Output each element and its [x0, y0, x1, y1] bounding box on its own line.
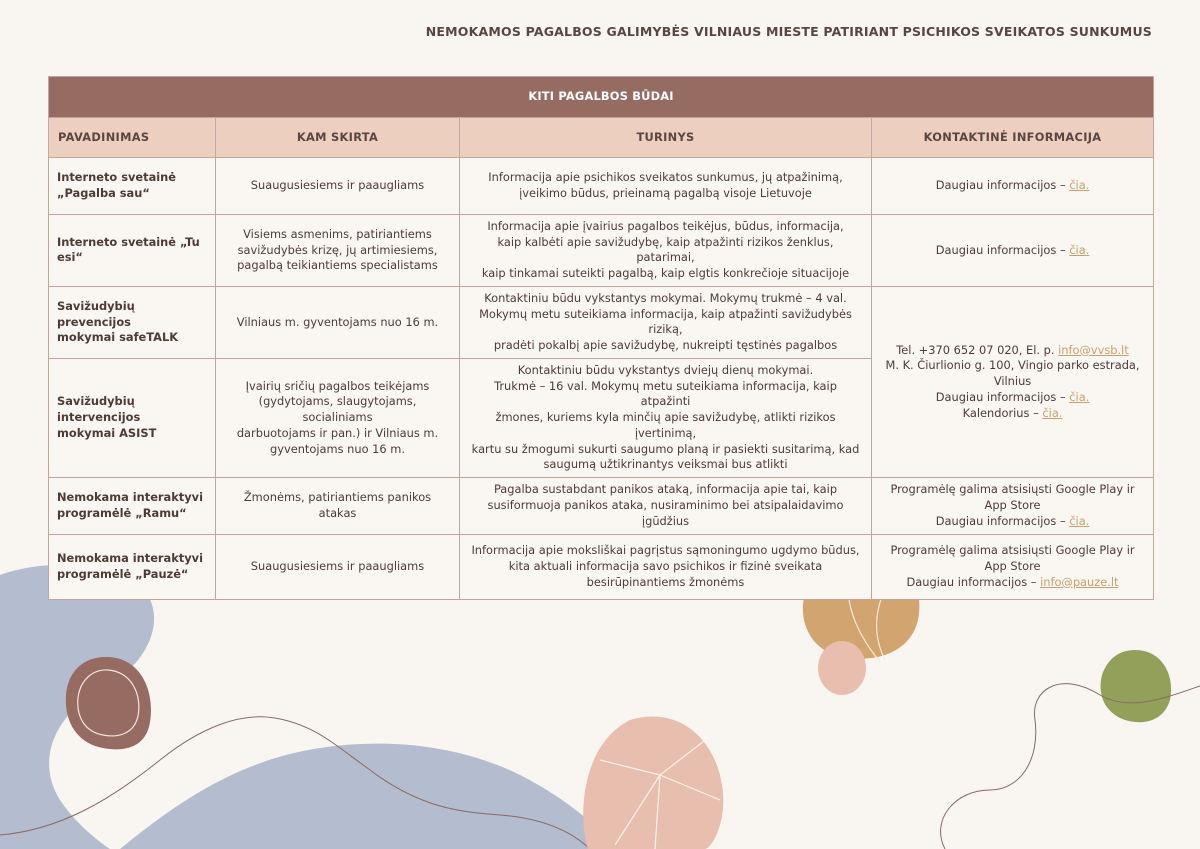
row-name — [49, 358, 216, 477]
row-name-line: mokymai ASIST — [57, 425, 157, 440]
contact-prefix: Daugiau informacijos – — [935, 242, 1070, 257]
row-audience-line: gyventojams nuo 16 m. — [269, 441, 406, 456]
row-audience — [216, 478, 460, 535]
help-table — [48, 76, 1154, 600]
shared-contact-more — [880, 390, 1145, 406]
contact-link[interactable]: čia. — [1069, 178, 1090, 193]
shared-contact — [872, 286, 1154, 477]
row-name — [49, 215, 216, 287]
row-name-line: Interneto svetainė — [57, 170, 177, 185]
contact-link[interactable]: čia. — [1069, 513, 1090, 528]
table-row — [49, 478, 1154, 535]
contact-more — [880, 514, 1145, 530]
row-content-line: Mokymų metu suteikiama informacija, kaip atpažinti savižudybės riziką, — [479, 306, 852, 337]
row-content — [460, 215, 872, 287]
row-content-line: besirūpinantiems žmonėms — [586, 574, 745, 589]
table-row — [49, 215, 1154, 287]
contact-prefix: Daugiau informacijos – — [935, 389, 1070, 404]
row-name-line: programėlė „Pauzė“ — [57, 567, 189, 582]
column-header-audience: KAM SKIRTA — [216, 118, 460, 158]
row-content-line: Informacija apie įvairius pagalbos teikėjus, būdus, informacija, — [487, 219, 844, 233]
row-audience-line: Visiems asmenims, patiriantiems — [243, 226, 432, 241]
pink-shell — [583, 716, 723, 849]
row-audience — [216, 286, 460, 358]
row-name-line: Interneto svetainė „Tu esi“ — [57, 234, 200, 265]
column-header-content: TURINYS — [460, 118, 872, 158]
row-audience-line: savižudybės krizę, jų artimiesiems, — [237, 242, 438, 257]
row-content-line: kartu su žmogumi sukurti saugumo planą ir pasiekti susitarimą, kad — [471, 441, 860, 456]
row-content — [460, 478, 872, 535]
contact-prefix: Daugiau informacijos – — [906, 574, 1041, 589]
row-content-line: Trukmė – 16 val. Mokymų metu suteikiama informacija, kaip atpažinti — [494, 378, 837, 409]
row-content — [460, 158, 872, 215]
page-title: NEMOKAMOS PAGALBOS GALIMYBĖS VILNIAUS MIESTE PATIRIANT PSICHIKOS SVEIKATOS SUNKUMUS — [425, 24, 1152, 39]
table-row — [49, 535, 1154, 600]
calendar-link[interactable]: čia. — [1042, 405, 1063, 420]
row-audience-line: Suaugusiesiems ir paaugliams — [250, 178, 425, 193]
row-content-line: Informacija apie moksliškai pagrįstus sąmoningumo ugdymo būdus, — [471, 543, 860, 558]
contact-app-stores: Programėlę galima atsisiųsti Google Play ir App Store — [890, 543, 1135, 574]
row-audience — [216, 535, 460, 600]
row-content-line: Kontaktiniu būdu vykstantys mokymai. Mokymų trukmė – 4 val. — [484, 290, 847, 305]
row-name — [49, 286, 216, 358]
row-content — [460, 286, 872, 358]
table-title: KITI PAGALBOS BŪDAI — [49, 77, 1154, 118]
contact-tel-prefix: Tel. +370 652 07 020, El. p. — [896, 342, 1059, 357]
row-name-line: „Pagalba sau“ — [57, 186, 150, 200]
row-content-line: žmones, kuriems kyla minčių apie savižudybę, atlikti rizikos įvertinimą, — [495, 410, 836, 440]
row-name — [49, 158, 216, 215]
row-name-line: Savižudybių intervencijos — [57, 394, 141, 425]
row-name-line: Savižudybių prevencijos — [57, 298, 135, 329]
row-contact — [872, 158, 1154, 215]
green-blob — [1101, 650, 1172, 722]
table-title-row — [49, 77, 1154, 118]
row-content-line: Informacija apie psichikos sveikatos sunkumus, jų atpažinimą, — [488, 170, 843, 185]
row-content — [460, 535, 872, 600]
contact-email-link[interactable]: info@vvsb.lt — [1058, 342, 1129, 357]
row-name — [49, 535, 216, 600]
contact-link[interactable]: čia. — [1069, 389, 1090, 404]
contact-prefix: Daugiau informacijos – — [935, 513, 1070, 528]
contact-email-link[interactable]: info@pauze.lt — [1040, 574, 1119, 589]
contact-link[interactable]: čia. — [1069, 242, 1090, 257]
pink-circle — [818, 641, 866, 695]
row-content-line: Pagalba sustabdant panikos ataką, informacija apie tai, kaip — [493, 482, 838, 497]
contact-prefix: Daugiau informacijos – — [935, 178, 1070, 193]
row-content-line: pradėti pokalbį apie savižudybę, nukreipti tęstinės pagalbos — [493, 338, 838, 353]
table-header-row — [49, 118, 1154, 158]
contact-address: M. K. Čiurlionio g. 100, Vingio parko estrada, Vilnius — [885, 358, 1140, 389]
row-content-line: kaip tinkamai suteikti pagalbą, kaip elgtis konkrečioje situacijoje — [481, 266, 850, 281]
row-content-line: kaip kalbėti apie savižudybę, kaip atpažinti rizikos ženklus, patarimai, — [497, 234, 834, 265]
row-content-line: susiformuoja panikos ataka, nusiraminimo bei atsipalaidavimo įgūdžius — [487, 498, 844, 528]
contact-app-stores: Programėlę galima atsisiųsti Google Play ir App Store — [890, 482, 1135, 513]
row-audience-line: pagalbą teikiantiems specialistams — [237, 258, 438, 273]
row-content-line: saugumą užtikrinantys veiksmai bus atlikti — [543, 457, 788, 472]
row-audience — [216, 158, 460, 215]
row-audience — [216, 215, 460, 287]
row-audience-line: (gydytojams, slaugytojams, socialiniams — [258, 394, 417, 425]
row-content-line: Kontaktiniu būdu vykstantys dviejų dienų mokymai. — [517, 362, 814, 377]
shared-contact-tel — [880, 343, 1145, 359]
row-contact — [872, 478, 1154, 535]
column-header-name: PAVADINIMAS — [49, 118, 216, 158]
row-content — [460, 358, 872, 477]
column-header-contact: KONTAKTINĖ INFORMACIJA — [872, 118, 1154, 158]
row-contact — [872, 215, 1154, 287]
table-row — [49, 158, 1154, 215]
row-audience-line: Žmonėms, patiriantiems panikos atakas — [243, 490, 432, 521]
row-name — [49, 478, 216, 535]
row-name-line: programėlė „Ramu“ — [57, 506, 187, 521]
row-audience — [216, 358, 460, 477]
shared-contact-calendar — [880, 406, 1145, 422]
table-row — [49, 286, 1154, 358]
row-name-line: Nemokama interaktyvi — [57, 490, 203, 505]
row-audience-line: Suaugusiesiems ir paaugliams — [250, 559, 425, 574]
row-audience-line: darbuotojams ir pan.) ir Vilniaus m. — [236, 425, 439, 440]
contact-more — [880, 575, 1145, 591]
row-name-line: Nemokama interaktyvi — [57, 551, 203, 566]
row-content-line: įveikimo būdus, prieinamą pagalbą visoje Lietuvoje — [519, 186, 812, 200]
row-audience-line: Įvairių sričių pagalbos teikėjams — [245, 378, 430, 393]
row-audience-line: Vilniaus m. gyventojams nuo 16 m. — [236, 314, 439, 329]
row-contact — [872, 535, 1154, 600]
blue-blob-bottom — [120, 744, 620, 849]
calendar-prefix: Kalendorius – — [962, 405, 1043, 420]
row-content-line: kita aktuali informacija savo psichikos ir fizinė sveikata — [508, 559, 823, 574]
row-name-line: mokymai safeTALK — [57, 330, 179, 345]
